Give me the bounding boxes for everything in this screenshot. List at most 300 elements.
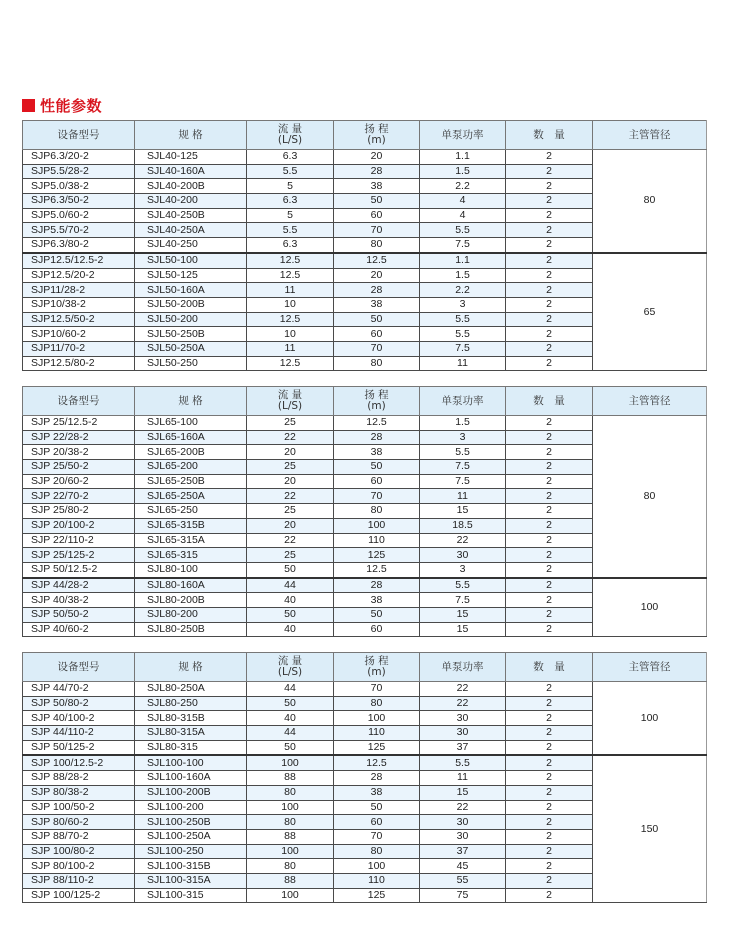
head-cell: 70 <box>334 682 420 697</box>
section-title-text: 性能参数 <box>40 96 103 115</box>
qty-cell: 2 <box>506 859 593 874</box>
qty-cell: 2 <box>506 164 593 179</box>
head-cell: 50 <box>334 312 420 327</box>
power-cell: 45 <box>420 859 506 874</box>
flow-cell: 12.5 <box>247 253 334 268</box>
power-cell: 5.5 <box>420 445 506 460</box>
model-cell: SJP 44/70-2 <box>23 682 135 697</box>
header-power: 单泵功率 <box>420 653 506 682</box>
header-flow-unit: (L/S) <box>277 134 303 146</box>
model-cell: SJP 25/12.5-2 <box>23 416 135 431</box>
head-cell: 60 <box>334 474 420 489</box>
power-cell: 3 <box>420 430 506 445</box>
power-cell: 4 <box>420 194 506 209</box>
power-cell: 37 <box>420 740 506 755</box>
spec-cell: SJL40-200B <box>135 179 247 194</box>
model-cell: SJP 25/125-2 <box>23 548 135 563</box>
section-title <box>22 95 102 115</box>
flow-cell: 20 <box>247 518 334 533</box>
spec-cell: SJL50-250 <box>135 356 247 371</box>
model-cell: SJP 88/110-2 <box>23 873 135 888</box>
header-model: 设备型号 <box>23 653 135 682</box>
power-cell: 11 <box>420 489 506 504</box>
flow-cell: 88 <box>247 829 334 844</box>
flow-cell: 40 <box>247 622 334 637</box>
model-cell: SJP 22/28-2 <box>23 430 135 445</box>
power-cell: 2.2 <box>420 179 506 194</box>
flow-cell: 25 <box>247 504 334 519</box>
head-cell: 38 <box>334 179 420 194</box>
head-cell: 80 <box>334 696 420 711</box>
spec-cell: SJL65-315A <box>135 533 247 548</box>
qty-cell: 2 <box>506 283 593 298</box>
head-cell: 60 <box>334 208 420 223</box>
header-flow-unit: (L/S) <box>277 400 303 412</box>
qty-cell: 2 <box>506 253 593 268</box>
qty-cell: 2 <box>506 771 593 786</box>
model-cell: SJP5.0/38-2 <box>23 179 135 194</box>
flow-cell: 5.5 <box>247 223 334 238</box>
qty-cell: 2 <box>506 726 593 741</box>
head-cell: 28 <box>334 283 420 298</box>
qty-cell: 2 <box>506 356 593 371</box>
power-cell: 2.2 <box>420 283 506 298</box>
head-cell: 28 <box>334 430 420 445</box>
flow-cell: 5 <box>247 179 334 194</box>
flow-cell: 25 <box>247 548 334 563</box>
flow-cell: 50 <box>247 562 334 577</box>
model-cell: SJP 50/50-2 <box>23 607 135 622</box>
power-cell: 7.5 <box>420 341 506 356</box>
header-model: 设备型号 <box>23 121 135 150</box>
head-cell: 80 <box>334 356 420 371</box>
flow-cell: 12.5 <box>247 312 334 327</box>
power-cell: 30 <box>420 829 506 844</box>
power-cell: 3 <box>420 562 506 577</box>
header-flow-unit: (L/S) <box>277 666 303 678</box>
spec-cell: SJL100-250B <box>135 815 247 830</box>
flow-cell: 100 <box>247 755 334 770</box>
qty-cell: 2 <box>506 489 593 504</box>
header-pipe: 主管管径 <box>593 121 707 150</box>
flow-cell: 100 <box>247 844 334 859</box>
spec-cell: SJL80-160A <box>135 578 247 593</box>
spec-cell: SJL40-250 <box>135 238 247 253</box>
header-qty: 数 量 <box>506 653 593 682</box>
spec-table-1 <box>22 120 707 371</box>
qty-cell: 2 <box>506 504 593 519</box>
spec-cell: SJL80-315A <box>135 726 247 741</box>
head-cell: 12.5 <box>334 755 420 770</box>
power-cell: 1.5 <box>420 416 506 431</box>
spec-cell: SJL50-160A <box>135 283 247 298</box>
power-cell: 5.5 <box>420 312 506 327</box>
power-cell: 30 <box>420 548 506 563</box>
power-cell: 7.5 <box>420 460 506 475</box>
qty-cell: 2 <box>506 460 593 475</box>
qty-cell: 2 <box>506 815 593 830</box>
power-cell: 5.5 <box>420 578 506 593</box>
head-cell: 38 <box>334 297 420 312</box>
head-cell: 125 <box>334 740 420 755</box>
spec-cell: SJL65-250B <box>135 474 247 489</box>
head-cell: 100 <box>334 518 420 533</box>
qty-cell: 2 <box>506 533 593 548</box>
header-flow: 流 量 (L/S) <box>247 387 334 416</box>
model-cell: SJP6.3/50-2 <box>23 194 135 209</box>
spec-cell: SJL50-200 <box>135 312 247 327</box>
model-cell: SJP 25/50-2 <box>23 460 135 475</box>
qty-cell: 2 <box>506 548 593 563</box>
head-cell: 50 <box>334 460 420 475</box>
pipe-diameter-cell: 80 <box>593 416 707 578</box>
flow-cell: 11 <box>247 341 334 356</box>
qty-cell: 2 <box>506 607 593 622</box>
flow-cell: 22 <box>247 533 334 548</box>
pipe-diameter-cell: 80 <box>593 150 707 253</box>
flow-cell: 22 <box>247 489 334 504</box>
model-cell: SJP12.5/50-2 <box>23 312 135 327</box>
spec-cell: SJL80-200 <box>135 607 247 622</box>
qty-cell: 2 <box>506 268 593 283</box>
model-cell: SJP 44/110-2 <box>23 726 135 741</box>
qty-cell: 2 <box>506 179 593 194</box>
model-cell: SJP6.3/20-2 <box>23 150 135 165</box>
spec-cell: SJL40-250A <box>135 223 247 238</box>
qty-cell: 2 <box>506 223 593 238</box>
power-cell: 1.1 <box>420 150 506 165</box>
model-cell: SJP 40/100-2 <box>23 711 135 726</box>
head-cell: 110 <box>334 533 420 548</box>
spec-cell: SJL80-100 <box>135 562 247 577</box>
power-cell: 1.5 <box>420 268 506 283</box>
head-cell: 110 <box>334 873 420 888</box>
flow-cell: 80 <box>247 859 334 874</box>
model-cell: SJP 40/38-2 <box>23 593 135 608</box>
model-cell: SJP10/60-2 <box>23 327 135 342</box>
flow-cell: 88 <box>247 873 334 888</box>
flow-cell: 88 <box>247 771 334 786</box>
qty-cell: 2 <box>506 829 593 844</box>
flow-cell: 80 <box>247 815 334 830</box>
flow-cell: 44 <box>247 578 334 593</box>
head-cell: 38 <box>334 445 420 460</box>
model-cell: SJP 44/28-2 <box>23 578 135 593</box>
header-head: 扬 程 (m) <box>334 121 420 150</box>
flow-cell: 22 <box>247 430 334 445</box>
qty-cell: 2 <box>506 711 593 726</box>
power-cell: 7.5 <box>420 593 506 608</box>
model-cell: SJP 88/70-2 <box>23 829 135 844</box>
head-cell: 28 <box>334 578 420 593</box>
model-cell: SJP12.5/80-2 <box>23 356 135 371</box>
model-cell: SJP 40/60-2 <box>23 622 135 637</box>
spec-cell: SJL100-315B <box>135 859 247 874</box>
model-cell: SJP11/70-2 <box>23 341 135 356</box>
spec-cell: SJL80-315B <box>135 711 247 726</box>
flow-cell: 6.3 <box>247 150 334 165</box>
head-cell: 80 <box>334 844 420 859</box>
model-cell: SJP 100/12.5-2 <box>23 755 135 770</box>
flow-cell: 80 <box>247 785 334 800</box>
spec-cell: SJL100-200B <box>135 785 247 800</box>
power-cell: 5.5 <box>420 327 506 342</box>
flow-cell: 50 <box>247 696 334 711</box>
head-cell: 125 <box>334 548 420 563</box>
model-cell: SJP6.3/80-2 <box>23 238 135 253</box>
power-cell: 22 <box>420 800 506 815</box>
qty-cell: 2 <box>506 873 593 888</box>
spec-cell: SJL100-100 <box>135 755 247 770</box>
qty-cell: 2 <box>506 755 593 770</box>
table-row <box>23 150 707 165</box>
spec-cell: SJL40-200 <box>135 194 247 209</box>
qty-cell: 2 <box>506 238 593 253</box>
spec-cell: SJL100-160A <box>135 771 247 786</box>
power-cell: 75 <box>420 888 506 903</box>
spec-cell: SJL50-125 <box>135 268 247 283</box>
spec-cell: SJL65-200 <box>135 460 247 475</box>
spec-cell: SJL65-315B <box>135 518 247 533</box>
head-cell: 125 <box>334 888 420 903</box>
header-qty: 数 量 <box>506 121 593 150</box>
header-head: 扬 程 (m) <box>334 387 420 416</box>
power-cell: 5.5 <box>420 755 506 770</box>
head-cell: 80 <box>334 504 420 519</box>
spec-cell: SJL80-250 <box>135 696 247 711</box>
spec-table-3 <box>22 652 707 903</box>
spec-cell: SJL80-250B <box>135 622 247 637</box>
pipe-diameter-cell: 150 <box>593 755 707 902</box>
power-cell: 15 <box>420 607 506 622</box>
header-spec: 规 格 <box>135 121 247 150</box>
model-cell: SJP 25/80-2 <box>23 504 135 519</box>
qty-cell: 2 <box>506 578 593 593</box>
model-cell: SJP12.5/12.5-2 <box>23 253 135 268</box>
head-cell: 60 <box>334 815 420 830</box>
spec-cell: SJL50-100 <box>135 253 247 268</box>
head-cell: 70 <box>334 223 420 238</box>
header-head-unit: (m) <box>367 134 386 146</box>
flow-cell: 44 <box>247 682 334 697</box>
header-flow: 流 量 (L/S) <box>247 121 334 150</box>
model-cell: SJP 100/80-2 <box>23 844 135 859</box>
head-cell: 80 <box>334 238 420 253</box>
power-cell: 3 <box>420 297 506 312</box>
power-cell: 4 <box>420 208 506 223</box>
qty-cell: 2 <box>506 150 593 165</box>
header-head-unit: (m) <box>367 400 386 412</box>
head-cell: 38 <box>334 593 420 608</box>
spec-cell: SJL65-200B <box>135 445 247 460</box>
header-row <box>23 387 707 416</box>
power-cell: 55 <box>420 873 506 888</box>
qty-cell: 2 <box>506 297 593 312</box>
power-cell: 11 <box>420 771 506 786</box>
model-cell: SJP10/38-2 <box>23 297 135 312</box>
header-model: 设备型号 <box>23 387 135 416</box>
flow-cell: 25 <box>247 416 334 431</box>
model-cell: SJP 50/125-2 <box>23 740 135 755</box>
header-spec: 规 格 <box>135 387 247 416</box>
header-power: 单泵功率 <box>420 387 506 416</box>
qty-cell: 2 <box>506 518 593 533</box>
model-cell: SJP 22/70-2 <box>23 489 135 504</box>
header-pipe: 主管管径 <box>593 387 707 416</box>
head-cell: 12.5 <box>334 562 420 577</box>
model-cell: SJP 22/110-2 <box>23 533 135 548</box>
header-head-unit: (m) <box>367 666 386 678</box>
header-spec: 规 格 <box>135 653 247 682</box>
header-pipe: 主管管径 <box>593 653 707 682</box>
pipe-diameter-cell: 65 <box>593 253 707 371</box>
model-cell: SJP 20/100-2 <box>23 518 135 533</box>
head-cell: 28 <box>334 164 420 179</box>
power-cell: 7.5 <box>420 474 506 489</box>
model-cell: SJP 80/60-2 <box>23 815 135 830</box>
flow-cell: 100 <box>247 888 334 903</box>
flow-cell: 40 <box>247 593 334 608</box>
model-cell: SJP 100/50-2 <box>23 800 135 815</box>
model-cell: SJP11/28-2 <box>23 283 135 298</box>
flow-cell: 5.5 <box>247 164 334 179</box>
flow-cell: 50 <box>247 607 334 622</box>
qty-cell: 2 <box>506 682 593 697</box>
power-cell: 22 <box>420 696 506 711</box>
pipe-diameter-cell: 100 <box>593 578 707 637</box>
spec-cell: SJL80-200B <box>135 593 247 608</box>
power-cell: 1.5 <box>420 164 506 179</box>
power-cell: 30 <box>420 711 506 726</box>
flow-cell: 6.3 <box>247 238 334 253</box>
model-cell: SJP 88/28-2 <box>23 771 135 786</box>
spec-cell: SJL65-100 <box>135 416 247 431</box>
qty-cell: 2 <box>506 740 593 755</box>
table-row <box>23 416 707 431</box>
spec-cell: SJL50-200B <box>135 297 247 312</box>
flow-cell: 10 <box>247 297 334 312</box>
qty-cell: 2 <box>506 844 593 859</box>
spec-cell: SJL65-160A <box>135 430 247 445</box>
head-cell: 12.5 <box>334 253 420 268</box>
head-cell: 50 <box>334 194 420 209</box>
qty-cell: 2 <box>506 593 593 608</box>
power-cell: 18.5 <box>420 518 506 533</box>
qty-cell: 2 <box>506 785 593 800</box>
flow-cell: 25 <box>247 460 334 475</box>
pipe-diameter-cell: 100 <box>593 682 707 756</box>
table-row <box>23 253 707 268</box>
spec-cell: SJL40-250B <box>135 208 247 223</box>
flow-cell: 44 <box>247 726 334 741</box>
spec-table-2 <box>22 386 707 637</box>
qty-cell: 2 <box>506 208 593 223</box>
flow-cell: 11 <box>247 283 334 298</box>
model-cell: SJP 20/38-2 <box>23 445 135 460</box>
spec-cell: SJL80-315 <box>135 740 247 755</box>
head-cell: 20 <box>334 268 420 283</box>
head-cell: 50 <box>334 800 420 815</box>
model-cell: SJP 50/80-2 <box>23 696 135 711</box>
power-cell: 30 <box>420 726 506 741</box>
qty-cell: 2 <box>506 800 593 815</box>
model-cell: SJP 20/60-2 <box>23 474 135 489</box>
flow-cell: 10 <box>247 327 334 342</box>
spec-cell: SJL40-160A <box>135 164 247 179</box>
header-row <box>23 653 707 682</box>
spec-cell: SJL100-315A <box>135 873 247 888</box>
flow-cell: 5 <box>247 208 334 223</box>
power-cell: 37 <box>420 844 506 859</box>
flow-cell: 100 <box>247 800 334 815</box>
spec-cell: SJL100-250 <box>135 844 247 859</box>
head-cell: 100 <box>334 711 420 726</box>
power-cell: 15 <box>420 622 506 637</box>
flow-cell: 50 <box>247 740 334 755</box>
power-cell: 30 <box>420 815 506 830</box>
flow-cell: 20 <box>247 474 334 489</box>
header-flow: 流 量 (L/S) <box>247 653 334 682</box>
power-cell: 11 <box>420 356 506 371</box>
model-cell: SJP 80/38-2 <box>23 785 135 800</box>
qty-cell: 2 <box>506 312 593 327</box>
head-cell: 70 <box>334 341 420 356</box>
spec-cell: SJL80-250A <box>135 682 247 697</box>
red-square-icon <box>22 99 35 112</box>
qty-cell: 2 <box>506 445 593 460</box>
head-cell: 20 <box>334 150 420 165</box>
table-row <box>23 682 707 697</box>
qty-cell: 2 <box>506 622 593 637</box>
spec-cell: SJL100-250A <box>135 829 247 844</box>
qty-cell: 2 <box>506 341 593 356</box>
power-cell: 22 <box>420 682 506 697</box>
table-row <box>23 578 707 593</box>
head-cell: 38 <box>334 785 420 800</box>
head-cell: 28 <box>334 771 420 786</box>
head-cell: 50 <box>334 607 420 622</box>
flow-cell: 12.5 <box>247 268 334 283</box>
spec-cell: SJL100-200 <box>135 800 247 815</box>
head-cell: 60 <box>334 622 420 637</box>
flow-cell: 20 <box>247 445 334 460</box>
spec-cell: SJL65-250A <box>135 489 247 504</box>
head-cell: 110 <box>334 726 420 741</box>
spec-cell: SJL100-315 <box>135 888 247 903</box>
spec-cell: SJL40-125 <box>135 150 247 165</box>
head-cell: 70 <box>334 829 420 844</box>
header-power: 单泵功率 <box>420 121 506 150</box>
head-cell: 60 <box>334 327 420 342</box>
qty-cell: 2 <box>506 562 593 577</box>
power-cell: 15 <box>420 504 506 519</box>
flow-cell: 12.5 <box>247 356 334 371</box>
power-cell: 15 <box>420 785 506 800</box>
power-cell: 22 <box>420 533 506 548</box>
spec-cell: SJL65-250 <box>135 504 247 519</box>
header-row <box>23 121 707 150</box>
head-cell: 100 <box>334 859 420 874</box>
head-cell: 70 <box>334 489 420 504</box>
header-head: 扬 程 (m) <box>334 653 420 682</box>
model-cell: SJP5.5/70-2 <box>23 223 135 238</box>
power-cell: 1.1 <box>420 253 506 268</box>
qty-cell: 2 <box>506 696 593 711</box>
flow-cell: 40 <box>247 711 334 726</box>
model-cell: SJP 100/125-2 <box>23 888 135 903</box>
qty-cell: 2 <box>506 888 593 903</box>
qty-cell: 2 <box>506 430 593 445</box>
